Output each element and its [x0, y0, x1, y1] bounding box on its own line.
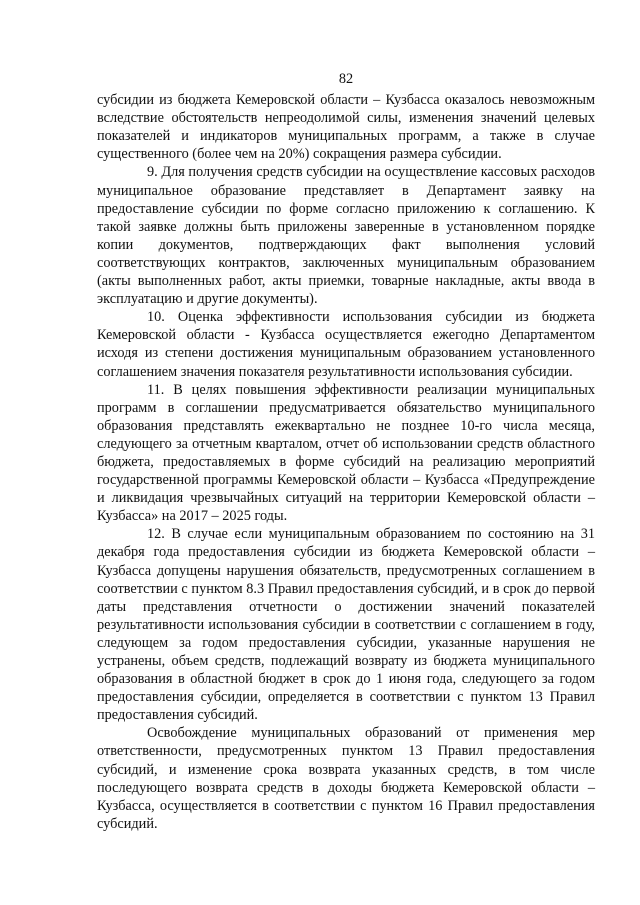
paragraph-9: 9. Для получения средств субсидии на осуществление кассовых расходов муниципальное образование представляет в Департамент заявку на предоставление субсидии по форме согласно приложению к соглашению. К такой заявке должны быть приложены заверенные в установленном порядке копии документов, подтверждающих факт выполнения условий соответствующих контрактов, заключенных муниципальным образованием (акты выполненных работ, акты приемки, товарные накладные, акты ввода в эксплуатацию и другие документы). [97, 164, 595, 308]
document-page [97, 70, 595, 833]
document-body [97, 91, 595, 833]
paragraph-12: 12. В случае если муниципальным образованием по состоянию на 31 декабря года предоставления субсидии из бюджета Кемеровской области – Кузбасса допущены нарушения обязательств, предусмотренных соглашением в соответствии с пунктом 8.3 Правил предоставления субсидий, и в срок до первой даты представления отчетности о достижении значений показателей результативности использования субсидии в соответствии с соглашением в году, следующем за годом предоставления субсидии, указанные нарушения не устранены, объем средств, подлежащий возврату из бюджета муниципального образования в областной бюджет в срок до 1 июня года, следующего за годом предоставления субсидии, определяется в соответствии с пунктом 13 Правил предоставления субсидий. [97, 526, 595, 724]
page-number: 82 [338, 71, 354, 87]
paragraph-exemption: Освобождение муниципальных образований от применения мер ответственности, предусмотренных пунктом 13 Правил предоставления субсидий, и изменение срока возврата указанных средств, в том числе последующего возврата средств в доходы бюджета Кемеровской области – Кузбасса, осуществляется в соответствии с пунктом 16 Правил предоставления субсидий. [97, 725, 595, 832]
paragraph-11: 11. В целях повышения эффективности реализации муниципальных программ в соглашении предусматривается обязательство муниципального образования представлять ежеквартально не позднее 10-го числа месяца, следующего за отчетным кварталом, отчет об использовании средств областного бюджета, предоставляемых в форме субсидий на реализацию мероприятий государственной программы Кемеровской области – Кузбасса «Предупреждение и ликвидация чрезвычайных ситуаций на территории Кемеровской области – Кузбасса» на 2017 – 2025 годы. [97, 381, 595, 525]
paragraph-10: 10. Оценка эффективности использования субсидии из бюджета Кемеровской области - Кузбасса осуществляется ежегодно Департаментом исходя из степени достижения муниципальным образованием установленного соглашением значения показателя результативности использования субсидии. [97, 309, 595, 380]
paragraph: субсидии из бюджета Кемеровской области – Кузбасса оказалось невозможным вследствие обстоятельств непреодолимой силы, изменения значений целевых показателей и индикаторов муниципальных программ, а также в случае существенного (более чем на 20%) сокращения размера субсидии. [97, 92, 595, 163]
